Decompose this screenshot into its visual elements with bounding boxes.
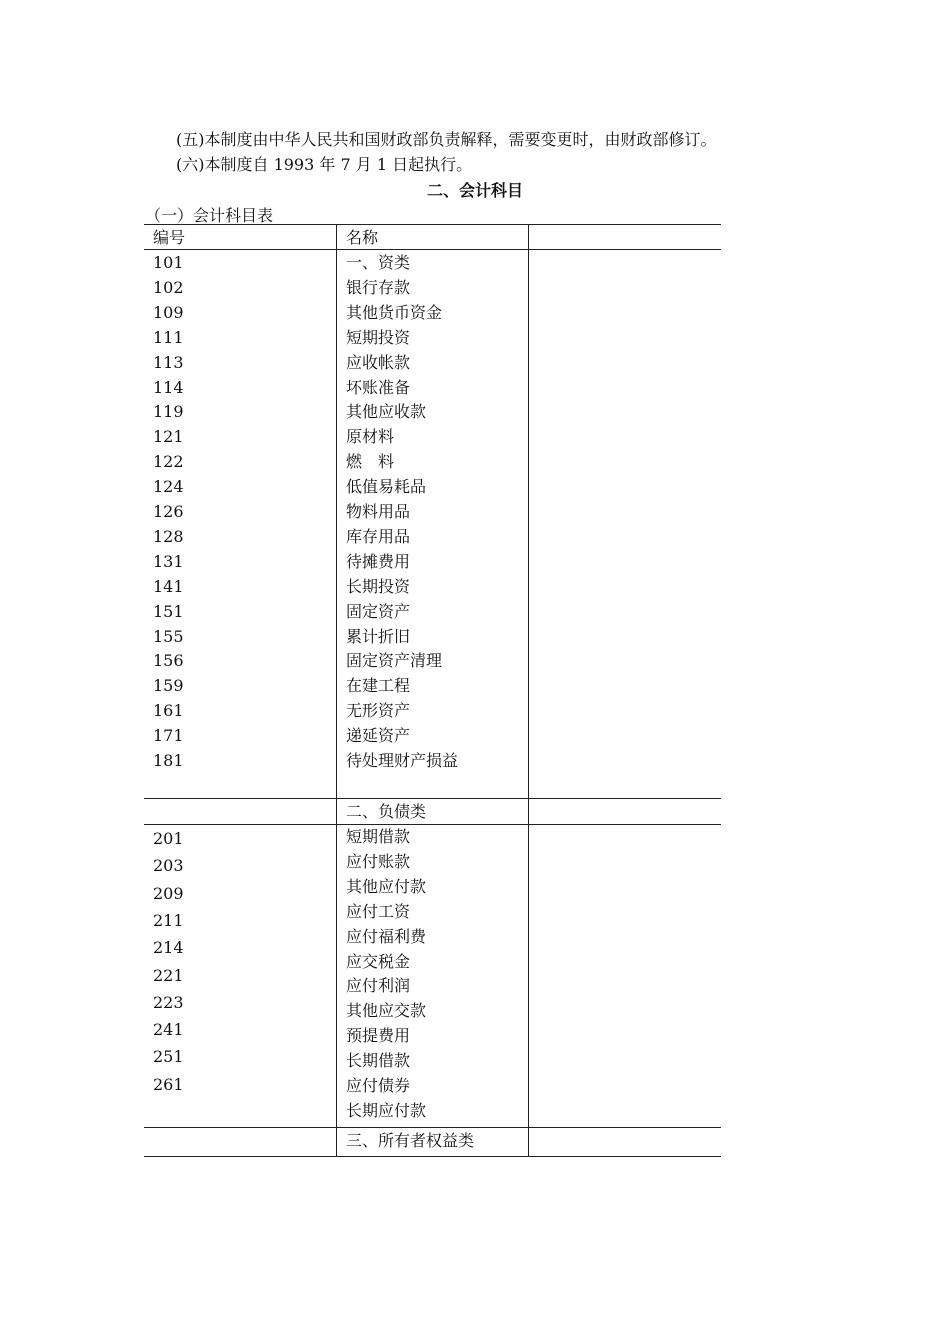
account-code: 223 [153, 993, 184, 1012]
account-name: 其他应付款 [346, 877, 427, 896]
account-code: 119 [153, 402, 184, 421]
account-code: 113 [153, 353, 184, 372]
account-name: 短期投资 [346, 328, 411, 347]
paragraph-5: (五)本制度由中华人民共和国财政部负责解释，需要变更时，由财政部修订。 [176, 130, 717, 149]
account-name: 固定资产清理 [346, 651, 443, 670]
account-name: 应收帐款 [346, 353, 411, 372]
account-code: 201 [153, 829, 184, 848]
account-name: 应付福利费 [346, 927, 427, 946]
account-name: 在建工程 [346, 676, 411, 695]
account-code: 156 [153, 651, 184, 670]
account-name: 其他应交款 [346, 1001, 427, 1020]
account-name: 长期借款 [346, 1051, 411, 1070]
account-code: 111 [153, 328, 184, 347]
account-code: 131 [153, 552, 184, 571]
account-name: 短期借款 [346, 827, 411, 846]
group3-heading: 三、所有者权益类 [346, 1131, 475, 1150]
account-name: 坏账准备 [346, 378, 411, 397]
account-name: 其他应收款 [346, 402, 427, 421]
account-code: 151 [153, 602, 184, 621]
account-name: 累计折旧 [346, 627, 411, 646]
account-code: 203 [153, 856, 184, 875]
header-code: 编号 [153, 228, 186, 247]
account-name: 其他货币资金 [346, 303, 443, 322]
table-caption: （一）会计科目表 [145, 206, 274, 225]
account-name: 应付债券 [346, 1076, 411, 1095]
account-code: 181 [153, 751, 184, 770]
account-code: 251 [153, 1047, 184, 1066]
account-code: 241 [153, 1020, 184, 1039]
account-name: 固定资产 [346, 602, 411, 621]
account-name: 递延资产 [346, 726, 411, 745]
account-code: 141 [153, 577, 184, 596]
account-code: 121 [153, 427, 184, 446]
account-code: 155 [153, 627, 184, 646]
account-code: 122 [153, 452, 184, 471]
account-name: 待处理财产损益 [346, 751, 459, 770]
account-code: 109 [153, 303, 184, 322]
account-name: 银行存款 [346, 278, 411, 297]
column-divider-1 [336, 224, 337, 1157]
table-bottom-border [144, 1156, 721, 1157]
account-name: 长期投资 [346, 577, 411, 596]
paragraph-6: (六)本制度自 1993 年 7 月 1 日起执行。 [176, 155, 473, 174]
account-code: 221 [153, 966, 184, 985]
group2-heading: 二、负债类 [346, 802, 427, 821]
account-code: 211 [153, 911, 184, 930]
account-name: 物料用品 [346, 502, 411, 521]
group2-heading-bottom-border [144, 824, 721, 825]
account-name: 待摊费用 [346, 552, 411, 571]
group2-bottom-border [144, 1127, 721, 1128]
account-code: 171 [153, 726, 184, 745]
account-name: 预提费用 [346, 1026, 411, 1045]
column-divider-2 [528, 224, 529, 1157]
account-code: 161 [153, 701, 184, 720]
account-name: 燃 料 [346, 452, 395, 471]
account-code: 261 [153, 1075, 184, 1094]
account-name: 一、资类 [346, 253, 411, 272]
account-code: 102 [153, 278, 184, 297]
group1-bottom-border [144, 798, 721, 799]
account-name: 原材料 [346, 427, 395, 446]
account-name: 长期应付款 [346, 1101, 427, 1120]
header-name: 名称 [346, 228, 379, 247]
table-top-border [144, 224, 721, 225]
account-code: 101 [153, 253, 184, 272]
section-title: 二、会计科目 [426, 181, 523, 200]
account-code: 128 [153, 527, 184, 546]
account-name: 低值易耗品 [346, 477, 427, 496]
account-name: 无形资产 [346, 701, 411, 720]
account-name: 应付账款 [346, 852, 411, 871]
account-name: 应付利润 [346, 976, 411, 995]
account-code: 214 [153, 938, 184, 957]
account-code: 159 [153, 676, 184, 695]
header-bottom-border [144, 249, 721, 250]
account-name: 应交税金 [346, 952, 411, 971]
account-code: 126 [153, 502, 184, 521]
account-name: 库存用品 [346, 527, 411, 546]
account-name: 应付工资 [346, 902, 411, 921]
account-code: 209 [153, 884, 184, 903]
account-code: 114 [153, 378, 184, 397]
account-code: 124 [153, 477, 184, 496]
